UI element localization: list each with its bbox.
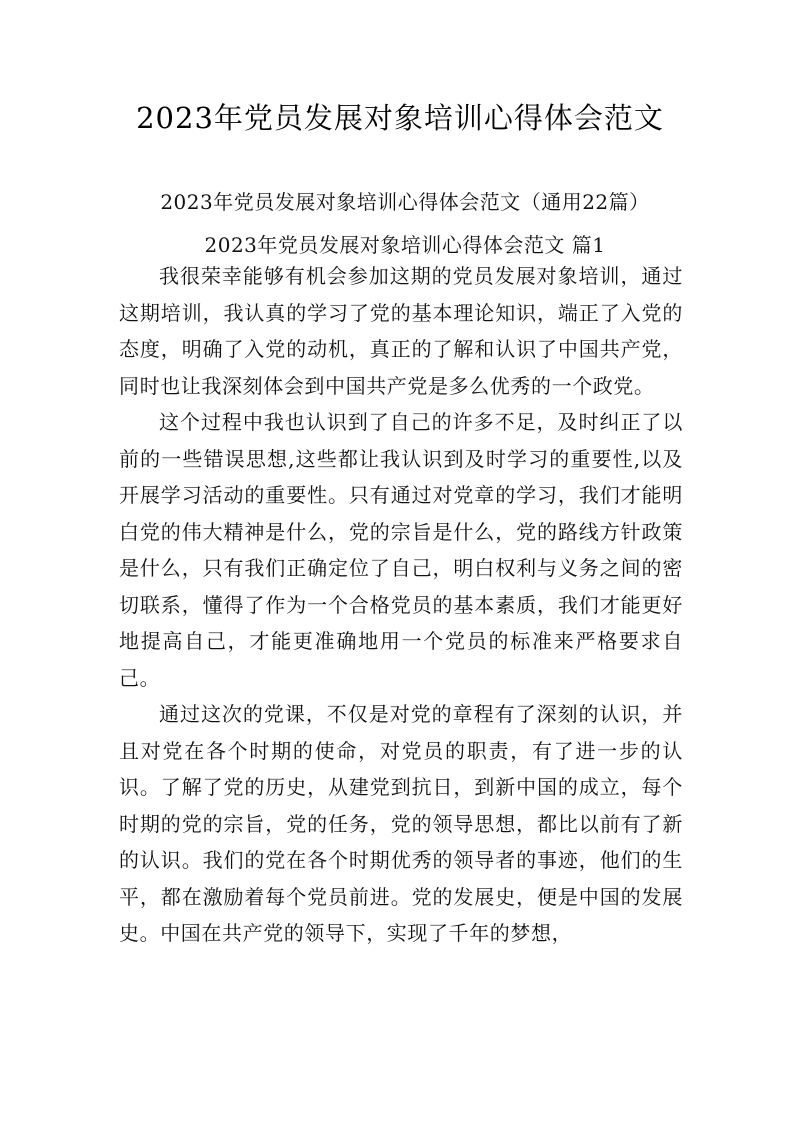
document-body — [119, 258, 683, 952]
paragraph: 这个过程中我也认识到了自己的许多不足，及时纠正了以前的一些错误思想,这些都让我认识到及时学习的重要性,以及开展学习活动的重要性。只有通过对党章的学习，我们才能明白党的伟大精神是什么，党的宗旨是什么，党的路线方针政策是什么，只有我们正确定位了自己，明白权利与义务之间的密切联系，懂得了作为一个合格党员的基本素质，我们才能更好地提高自己，才能更准确地用一个党员的标准来严格要求自己。 — [119, 410, 683, 690]
document-subtitle: 2023年党员发展对象培训心得体会范文（通用22篇） — [160, 190, 650, 214]
section-heading: 2023年党员发展对象培训心得体会范文 篇1 — [204, 233, 606, 257]
paragraph: 通过这次的党课，不仅是对党的章程有了深刻的认识，并且对党在各个时期的使命，对党员的职责，有了进一步的认识。了解了党的历史，从建党到抗日，到新中国的成立，每个时期的党的宗旨，党的任务，党的领导思想，都比以前有了新的认识。我们的党在各个时期优秀的领导者的事迹，他们的生平，都在激励着每个党员前进。党的发展史，便是中国的发展史。中国在共产党的领导下，实现了千年的梦想， — [119, 702, 683, 945]
paragraph: 我很荣幸能够有机会参加这期的党员发展对象培训，通过这期培训，我认真的学习了党的基本理论知识，端正了入党的态度，明确了入党的动机，真正的了解和认识了中国共产党，同时也让我深刻体会到中国共产党是多么优秀的一个政党。 — [119, 264, 683, 398]
document-title: 2023年党员发展对象培训心得体会范文 — [136, 101, 664, 135]
